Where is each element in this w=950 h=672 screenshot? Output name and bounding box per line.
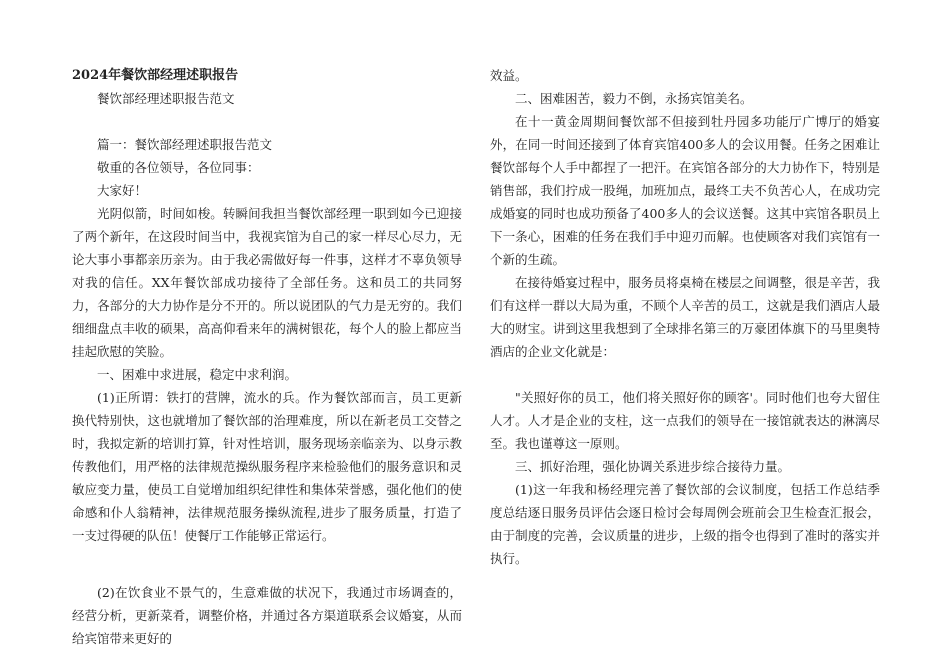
- item-3: (1)这一年我和杨经理完善了餐饮部的会议制度，包括工作总结季度总结逐日服务员评估会逐日检讨会每周例会班前会卫生检查汇报会，由于制度的完善，会议质量的进步，上级的指令也得到了准时的落实并执行。: [490, 482, 880, 566]
- paragraph-3: 在接待婚宴过程中，服务员将桌椅在楼层之间调整，很是辛苦，我们有这样一群以大局为重，不顾个人辛苦的员工，这就是我们酒店人最大的财宝。讲到这里我想到了全球排名第三的万豪团体旗下的马里奥特酒店的企业文化就是：: [490, 275, 880, 359]
- document-title: 2024年餐饮部经理述职报告: [72, 68, 239, 83]
- left-column: [72, 64, 462, 650]
- document-subtitle: 餐饮部经理述职报告范文: [97, 91, 235, 106]
- section-heading-2: 二、困难困苦，毅力不倒，永扬宾馆美名。: [515, 91, 753, 106]
- item-2: (2)在饮食业不景气的，生意难做的状况下，我通过市场调查的，经营分析，更新菜肴，调整价格，并通过各方渠道联系会议婚宴，从而给宾馆带来更好的: [72, 585, 462, 646]
- section-heading-1: 一、困难中求进展，稳定中求利润。: [97, 367, 298, 382]
- article-heading: 篇一：餐饮部经理述职报告范文: [97, 137, 273, 152]
- continuation-text: 效益。: [490, 68, 528, 83]
- greeting: 大家好！: [97, 183, 148, 198]
- quote-paragraph: "关照好你的员工，他们将关照好你的顾客'。同时他们也夸大留住人才。人才是企业的支柱，这一点我们的领导在一接馆就表达的淋漓尽至。我也谨尊这一原则。: [490, 390, 880, 451]
- paragraph-2: 在十一黄金周期间餐饮部不但接到牡丹园多功能厅广博厅的婚宴外，在同一时间还接到了体育宾馆400多人的会议用餐。任务之困难让餐饮部每个人手中都捏了一把汗。在宾馆各部分的大力协作下，特别是销售部，我们拧成一股绳，加班加点，最终工夫不负苦心人，在成功完成婚宴的同时也成功预备了400多人的会议送餐。这其中宾馆各职员上下一条心，困难的任务在我们手中迎刃而解。也使顾客对我们宾馆有一个新的生疏。: [490, 114, 880, 267]
- salutation: 敬重的各位领导，各位同事：: [97, 160, 260, 175]
- section-heading-3: 三、抓好治理，强化协调关系进步综合接待力量。: [515, 459, 791, 474]
- paragraph-1: 光阴似箭，时间如梭。转瞬间我担当餐饮部经理一职到如今已迎接了两个新年，在这段时间当中，我视宾馆为自己的家一样尽心尽力，无论大事小事都亲历亲为。由于我必需做好每一件事，这样才不辜负领导对我的信任。XX年餐饮部成功接待了全部任务。这和员工的共同努力，各部分的大力协作是分不开的。所以说团队的气力是无穷的。我们细细盘点丰收的硕果，高高仰看来年的满树银花，每个人的脸上都应当挂起欣慰的笑脸。: [72, 206, 462, 359]
- right-column: [490, 64, 880, 570]
- item-1: (1)正所谓：铁打的营牌，流水的兵。作为餐饮部而言，员工更新换代特别快，这也就增加了餐饮部的治理难度，所以在新老员工交替之时，我拟定新的培训打算，针对性培训，服务现场亲临亲为、以身示教传教他们，用严格的法律规范操纵服务程序来检验他们的服务意识和灵敏应变力量，使员工自觉增加组织纪律性和集体荣誉感，强化他们的使命感和仆人翁精神，法律规范服务操纵流程,进步了服务质量，打造了一支过得硬的队伍！使餐厅工作能够正常运行。: [72, 390, 462, 543]
